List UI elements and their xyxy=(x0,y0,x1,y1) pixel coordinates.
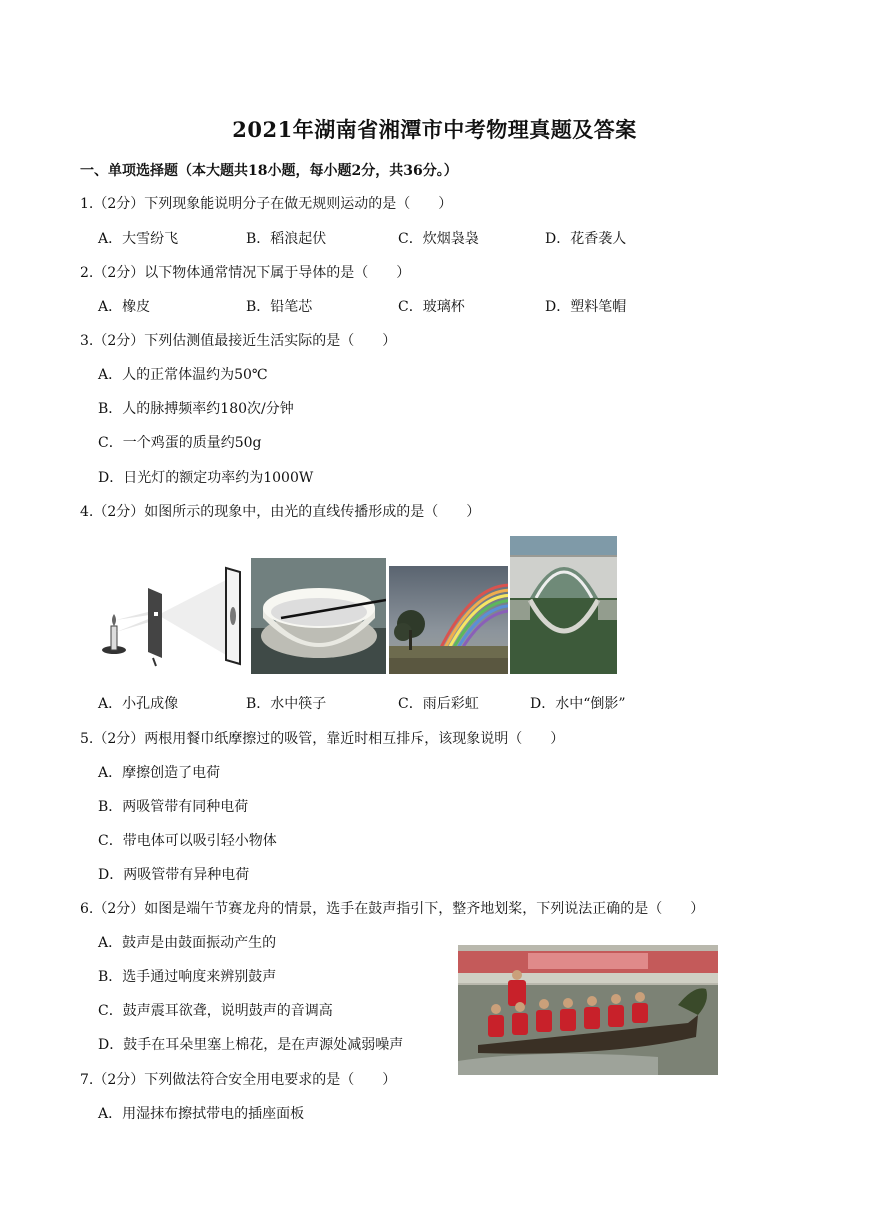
question-5-stem: 5.（2分）两根用餐巾纸摩擦过的吸管，靠近时相互排斥，该现象说明（ ） xyxy=(80,731,565,747)
question-4-option-b: B．水中筷子 xyxy=(246,696,327,712)
question-3-option-b: B．人的脉搏频率约180次/分钟 xyxy=(98,401,294,417)
question-4-option-c: C．雨后彩虹 xyxy=(398,696,479,712)
question-1-option-c: C．炊烟袅袅 xyxy=(398,231,479,247)
question-6-option-d: D．鼓手在耳朵里塞上棉花，是在声源处减弱噪声 xyxy=(98,1037,404,1053)
question-2-option-c: C．玻璃杯 xyxy=(398,299,465,315)
chopstick-in-water-figure xyxy=(251,558,386,674)
question-1-stem: 1.（2分）下列现象能说明分子在做无规则运动的是（ ） xyxy=(80,196,453,212)
pinhole-imaging-figure xyxy=(98,560,248,670)
question-1-option-a: A．大雪纷飞 xyxy=(98,231,179,247)
bridge-reflection-figure xyxy=(510,536,617,674)
question-3-option-c: C．一个鸡蛋的质量约50g xyxy=(98,435,262,451)
question-2-option-a: A．橡皮 xyxy=(98,299,151,315)
question-6-stem: 6.（2分）如图是端午节赛龙舟的情景，选手在鼓声指引下，整齐地划桨，下列说法正确的是（ ） xyxy=(80,901,705,917)
question-4-option-a: A．小孔成像 xyxy=(98,696,179,712)
question-6-option-a: A．鼓声是由鼓面振动产生的 xyxy=(98,935,277,951)
section-heading: 一、单项选择题（本大题共18小题，每小题2分，共36分。） xyxy=(80,163,458,179)
dragon-boat-photo xyxy=(458,945,718,1075)
question-3-option-d: D．日光灯的额定功率约为1000W xyxy=(98,470,314,486)
question-3-option-a: A．人的正常体温约为50℃ xyxy=(98,367,268,383)
page-title: 2021年湖南省湘潭市中考物理真题及答案 xyxy=(232,117,637,142)
question-7-option-a: A．用湿抹布擦拭带电的插座面板 xyxy=(98,1106,305,1122)
question-5-option-b: B．两吸管带有同种电荷 xyxy=(98,799,249,815)
question-3-stem: 3.（2分）下列估测值最接近生活实际的是（ ） xyxy=(80,333,397,349)
question-6-option-c: C．鼓声震耳欲聋，说明鼓声的音调高 xyxy=(98,1003,333,1019)
question-1-option-b: B．稻浪起伏 xyxy=(246,231,327,247)
question-1-option-d: D．花香袭人 xyxy=(545,231,627,247)
question-5-option-c: C．带电体可以吸引轻小物体 xyxy=(98,833,277,849)
question-7-stem: 7.（2分）下列做法符合安全用电要求的是（ ） xyxy=(80,1072,397,1088)
question-5-option-d: D．两吸管带有异种电荷 xyxy=(98,867,250,883)
question-2-stem: 2.（2分）以下物体通常情况下属于导体的是（ ） xyxy=(80,265,411,281)
question-5-option-a: A．摩擦创造了电荷 xyxy=(98,765,221,781)
rainbow-figure xyxy=(389,566,508,674)
question-2-option-b: B．铅笔芯 xyxy=(246,299,313,315)
question-6-option-b: B．选手通过响度来辨别鼓声 xyxy=(98,969,277,985)
question-2-option-d: D．塑料笔帽 xyxy=(545,299,627,315)
question-4-option-d: D．水中“倒影” xyxy=(530,696,626,712)
question-4-stem: 4.（2分）如图所示的现象中，由光的直线传播形成的是（ ） xyxy=(80,504,481,520)
